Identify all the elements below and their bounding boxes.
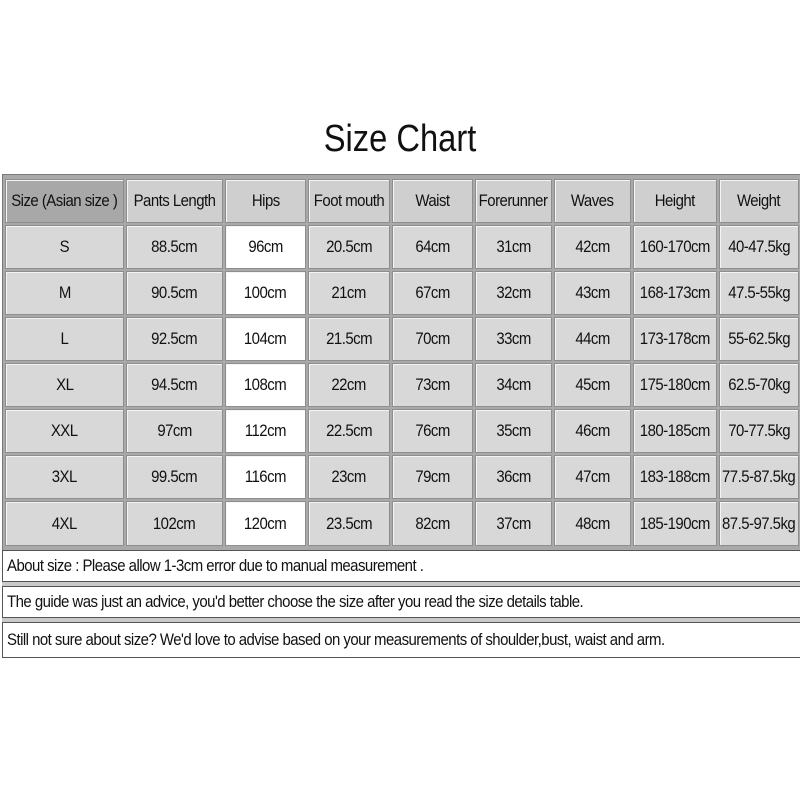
column-header-waves xyxy=(554,179,631,223)
column-header-size xyxy=(5,179,124,223)
cell-text: 23cm xyxy=(331,467,367,486)
table-cell-weight xyxy=(719,225,799,269)
cell-text: 90.5cm xyxy=(151,283,198,302)
table-cell-size xyxy=(5,271,124,315)
cell-text: 47.5-55kg xyxy=(728,283,790,302)
cell-text: 31cm xyxy=(496,237,531,256)
cell-text: 77.5-87.5kg xyxy=(722,467,796,486)
table-cell-weight xyxy=(719,409,799,453)
cell-text: 42cm xyxy=(575,237,610,256)
cell-text: Weight xyxy=(737,191,781,210)
table-cell-weight xyxy=(719,271,799,315)
table-cell-waves xyxy=(554,317,631,361)
column-header-waist xyxy=(392,179,473,223)
table-cell-foot-mouth xyxy=(308,363,390,407)
cell-text: 22cm xyxy=(331,375,367,394)
table-cell-waves xyxy=(554,501,631,546)
table-cell-forerunner xyxy=(475,225,552,269)
cell-text: 87.5-97.5kg xyxy=(722,513,796,533)
cell-text: 67cm xyxy=(415,283,450,302)
cell-text: S xyxy=(59,237,70,256)
table-cell-size xyxy=(5,455,124,499)
column-header-weight xyxy=(719,179,799,223)
cell-text: 185-190cm xyxy=(639,513,711,533)
cell-text: 173-178cm xyxy=(639,329,711,348)
note-guide-advice xyxy=(2,586,800,618)
table-cell-hips xyxy=(225,317,306,361)
table-cell-pants-length xyxy=(126,409,223,453)
table-cell-height xyxy=(633,225,717,269)
cell-text: 47cm xyxy=(575,467,610,486)
table-cell-height xyxy=(633,409,717,453)
table-cell-waist xyxy=(392,409,473,453)
cell-text: 88.5cm xyxy=(151,237,198,256)
table-cell-foot-mouth xyxy=(308,225,390,269)
column-header-foot-mouth xyxy=(308,179,390,223)
cell-text: 175-180cm xyxy=(639,375,711,394)
cell-text: 33cm xyxy=(496,329,531,348)
table-cell-pants-length xyxy=(126,363,223,407)
table-cell-height xyxy=(633,271,717,315)
note-about-size xyxy=(2,550,800,582)
cell-text: 76cm xyxy=(415,421,450,440)
cell-text: 99.5cm xyxy=(151,467,198,486)
cell-text: 32cm xyxy=(496,283,531,302)
table-cell-weight xyxy=(719,501,799,546)
cell-text: 4XL xyxy=(51,513,78,533)
table-cell-hips xyxy=(225,455,306,499)
cell-text: 120cm xyxy=(244,513,287,533)
cell-text: 55-62.5kg xyxy=(728,329,790,348)
column-header-height xyxy=(633,179,717,223)
cell-text: 23.5cm xyxy=(326,513,372,533)
note-text: Still not sure about size? We'd love to advise based on your measurements of shoulder,bust, waist and arm. xyxy=(7,630,665,649)
cell-text: 79cm xyxy=(415,467,450,486)
table-cell-weight xyxy=(719,317,799,361)
cell-text: 21cm xyxy=(331,283,367,302)
cell-text: 160-170cm xyxy=(639,237,711,256)
cell-text: 92.5cm xyxy=(151,329,198,348)
cell-text: 3XL xyxy=(51,467,78,486)
cell-text: 82cm xyxy=(415,513,450,533)
table-cell-forerunner xyxy=(475,409,552,453)
table-cell-size xyxy=(5,317,124,361)
table-cell-foot-mouth xyxy=(308,501,390,546)
table-cell-waves xyxy=(554,271,631,315)
table-cell-foot-mouth xyxy=(308,409,390,453)
cell-text: 37cm xyxy=(496,513,531,533)
column-header-hips xyxy=(225,179,306,223)
table-cell-waist xyxy=(392,455,473,499)
note-text: The guide was just an advice, you'd better choose the size after you read the size details table. xyxy=(7,592,584,611)
table-cell-waves xyxy=(554,225,631,269)
table-cell-hips xyxy=(225,409,306,453)
cell-text: 48cm xyxy=(575,513,610,533)
cell-text: 62.5-70kg xyxy=(728,375,790,394)
cell-text: 21.5cm xyxy=(326,329,372,348)
table-cell-height xyxy=(633,501,717,546)
cell-text: 46cm xyxy=(575,421,610,440)
note-not-sure xyxy=(2,622,800,658)
table-cell-hips xyxy=(225,225,306,269)
cell-text: 43cm xyxy=(575,283,610,302)
page-title: Size Chart xyxy=(323,118,477,160)
table-cell-foot-mouth xyxy=(308,317,390,361)
table-cell-weight xyxy=(719,455,799,499)
table-cell-pants-length xyxy=(126,317,223,361)
table-cell-waves xyxy=(554,455,631,499)
table-cell-size xyxy=(5,225,124,269)
table-cell-size xyxy=(5,501,124,546)
cell-text: 94.5cm xyxy=(151,375,198,394)
table-cell-waist xyxy=(392,317,473,361)
cell-text: 22.5cm xyxy=(326,421,372,440)
cell-text: 45cm xyxy=(575,375,610,394)
column-header-forerunner xyxy=(475,179,552,223)
cell-text: 180-185cm xyxy=(639,421,711,440)
table-cell-hips xyxy=(225,363,306,407)
table-cell-pants-length xyxy=(126,225,223,269)
note-text: About size : Please allow 1-3cm error due to manual measurement . xyxy=(7,556,424,575)
cell-text: 73cm xyxy=(415,375,450,394)
table-cell-height xyxy=(633,455,717,499)
table-cell-forerunner xyxy=(475,363,552,407)
table-cell-waist xyxy=(392,501,473,546)
table-cell-size xyxy=(5,409,124,453)
cell-text: Pants Length xyxy=(133,191,216,210)
cell-text: Foot mouth xyxy=(313,191,385,210)
cell-text: Height xyxy=(654,191,696,210)
table-cell-pants-length xyxy=(126,501,223,546)
cell-text: 108cm xyxy=(244,375,287,394)
table-cell-pants-length xyxy=(126,271,223,315)
table-cell-foot-mouth xyxy=(308,271,390,315)
cell-text: 70cm xyxy=(415,329,450,348)
cell-text: XL xyxy=(55,375,74,394)
table-cell-forerunner xyxy=(475,501,552,546)
table-cell-hips xyxy=(225,501,306,546)
cell-text: Waist xyxy=(415,191,450,210)
table-cell-waist xyxy=(392,363,473,407)
table-cell-waist xyxy=(392,271,473,315)
cell-text: 34cm xyxy=(496,375,531,394)
cell-text: XXL xyxy=(51,421,78,440)
cell-text: 104cm xyxy=(244,329,287,348)
cell-text: 35cm xyxy=(496,421,531,440)
table-cell-waist xyxy=(392,225,473,269)
cell-text: 40-47.5kg xyxy=(728,237,790,256)
cell-text: 20.5cm xyxy=(326,237,372,256)
cell-text: 168-173cm xyxy=(639,283,711,302)
table-cell-forerunner xyxy=(475,317,552,361)
table-cell-forerunner xyxy=(475,271,552,315)
table-cell-height xyxy=(633,363,717,407)
table-cell-forerunner xyxy=(475,455,552,499)
table-cell-foot-mouth xyxy=(308,455,390,499)
cell-text: 96cm xyxy=(248,237,283,256)
cell-text: Hips xyxy=(251,191,280,210)
cell-text: 183-188cm xyxy=(639,467,711,486)
cell-text: Forerunner xyxy=(479,191,548,210)
cell-text: L xyxy=(60,329,69,348)
cell-text: 112cm xyxy=(244,421,287,440)
cell-text: M xyxy=(58,283,71,302)
cell-text: Waves xyxy=(571,191,614,210)
cell-text: Size (Asian size ) xyxy=(11,191,118,210)
table-cell-weight xyxy=(719,363,799,407)
cell-text: 116cm xyxy=(244,467,287,486)
cell-text: 70-77.5kg xyxy=(728,421,790,440)
table-cell-size xyxy=(5,363,124,407)
cell-text: 44cm xyxy=(575,329,610,348)
cell-text: 102cm xyxy=(153,513,196,533)
cell-text: 64cm xyxy=(415,237,450,256)
table-cell-waves xyxy=(554,409,631,453)
cell-text: 100cm xyxy=(244,283,287,302)
cell-text: 97cm xyxy=(157,421,192,440)
cell-text: 36cm xyxy=(496,467,531,486)
table-cell-pants-length xyxy=(126,455,223,499)
column-header-pants-length xyxy=(126,179,223,223)
table-cell-height xyxy=(633,317,717,361)
table-cell-waves xyxy=(554,363,631,407)
size-table xyxy=(2,174,800,551)
table-cell-hips xyxy=(225,271,306,315)
